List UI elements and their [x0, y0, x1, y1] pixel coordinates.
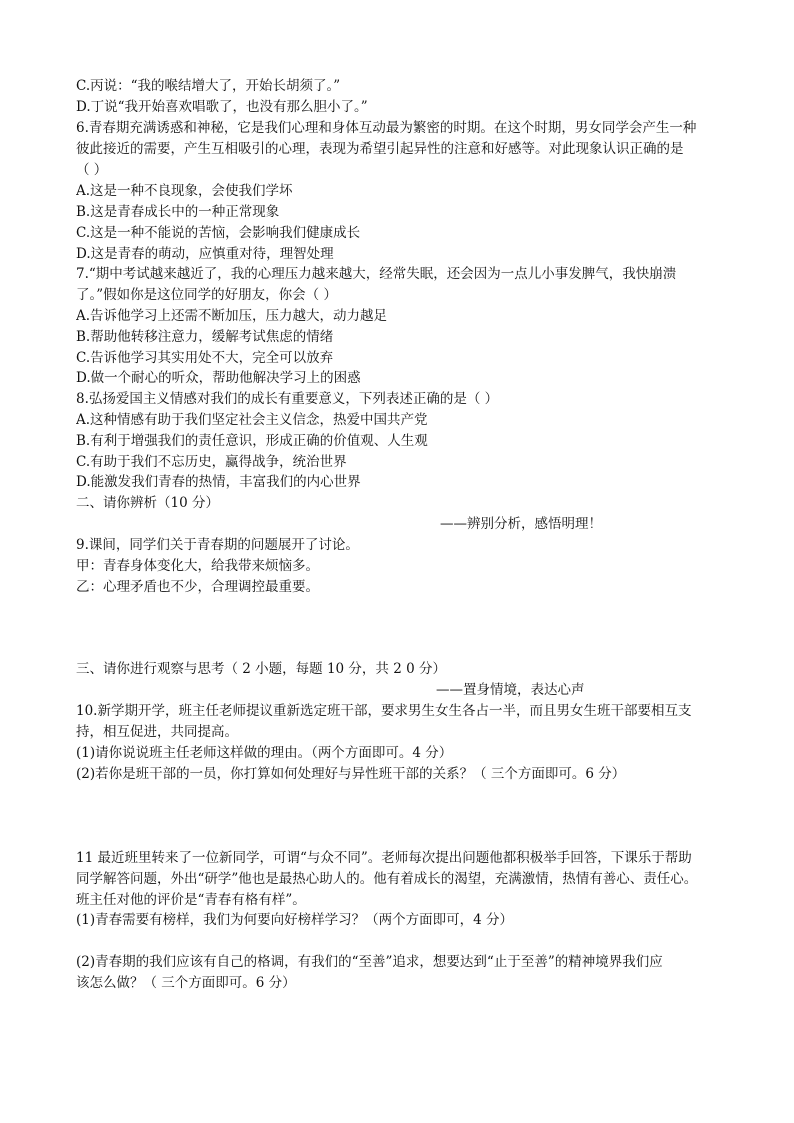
- q7-option-c: C.告诉他学习其实用处不大，完全可以放弃: [76, 350, 334, 366]
- q6-option-a: A.这是一种不良现象，会使我们学坏: [76, 183, 293, 199]
- q5-option-c: C.丙说：“我的喉结增大了，开始长胡须了。”: [76, 78, 341, 94]
- q7-option-b: B.帮助他转移注意力，缓解考试焦虑的情绪: [76, 329, 334, 345]
- section3-heading: 三、请你进行观察与思考（ 2 小题，每题 10 分，共 2 0 分）: [76, 661, 446, 677]
- q9-stem: 9.课间，同学们关于青春期的问题展开了讨论。: [76, 537, 359, 553]
- q9-speaker-jia: 甲：青春身体变化大，给我带来烦恼多。: [76, 558, 319, 574]
- section3-motto: ——置身情境，表达心声: [436, 682, 585, 698]
- q11-sub2-line2: 该怎么做？（ 三个方面即可。6 分）: [76, 975, 296, 991]
- q6-option-d: D.这是青春的萌动，应慎重对待，理智处理: [76, 246, 334, 262]
- q11-stem-line1: 11 最近班里转来了一位新同学，可谓“与众不同”。老师每次提出问题他都积极举手回答，下课乐于帮助: [76, 850, 692, 866]
- q10-stem-line1: 10.新学期开学，班主任老师提议重新选定班干部，要求男生女生各占一半，而且男女生班干部要相互支: [76, 703, 692, 719]
- q11-stem-line3: 班主任对他的评价是“青春有格有样”。: [76, 892, 306, 908]
- q5-option-d: D.丁说“我开始喜欢唱歌了，也没有那么胆小了。”: [76, 99, 368, 115]
- q7-option-a: A.告诉他学习上还需不断加压，压力越大，动力越足: [76, 308, 388, 324]
- q10-sub1: (1)请你说说班主任老师这样做的理由。（两个方面即可。4 分）: [76, 745, 453, 761]
- q6-stem-line3: （ ）: [76, 162, 108, 178]
- q8-option-c: C.有助于我们不忘历史，赢得战争，统治世界: [76, 454, 347, 470]
- q11-sub2-line1: (2)青春期的我们应该有自己的格调，有我们的“至善”追求，想要达到“止于至善”的精神境界我们应: [76, 954, 663, 970]
- q11-sub1: (1)青春需要有榜样，我们为何要向好榜样学习？（两个方面即可，4 分）: [76, 912, 514, 928]
- q6-stem-line2: 彼此接近的需要，产生互相吸引的心理，表现为希望引起异性的注意和好感等。对此现象认识正确的是: [76, 141, 684, 157]
- q7-option-d: D.做一个耐心的听众，帮助他解决学习上的困惑: [76, 370, 361, 386]
- q8-option-b: B.有利于增强我们的责任意识，形成正确的价值观、人生观: [76, 433, 428, 449]
- q10-stem-line2: 持，相互促进，共同提高。: [76, 724, 238, 740]
- q7-stem-line1: 7.“期中考试越来越近了，我的心理压力越来越大，经常失眠，还会因为一点儿小事发脾气，我快崩溃: [76, 266, 677, 282]
- q11-stem-line2: 同学解答问题，外出“研学”他也是最热心助人的。他有着成长的渴望，充满激情，热情有善心、责任心。: [76, 871, 698, 887]
- section2-motto: ——辨别分析，感悟明理！: [440, 516, 602, 532]
- q6-option-b: B.这是青春成长中的一种正常现象: [76, 204, 280, 220]
- q10-sub2: (2)若你是班干部的一员，你打算如何处理好与异性班干部的关系？（ 三个方面即可。6 分）: [76, 766, 626, 782]
- q8-option-d: D.能激发我们青春的热情，丰富我们的内心世界: [76, 474, 361, 490]
- q7-stem-line2: 了。”假如你是这位同学的好朋友，你会（ ）: [76, 287, 337, 303]
- q6-stem-line1: 6.青春期充满诱惑和神秘，它是我们心理和身体互动最为繁密的时期。在这个时期，男女同学会产生一种: [76, 120, 697, 136]
- q8-stem: 8.弘扬爱国主义情感对我们的成长有重要意义，下列表述正确的是（ ）: [76, 391, 499, 407]
- section2-heading: 二、请你辨析（10 分）: [76, 495, 219, 511]
- q8-option-a: A.这种情感有助于我们坚定社会主义信念，热爱中国共产党: [76, 412, 428, 428]
- q6-option-c: C.这是一种不能说的苦恼，会影响我们健康成长: [76, 225, 361, 241]
- q9-speaker-yi: 乙：心理矛盾也不少，合理调控最重要。: [76, 579, 319, 595]
